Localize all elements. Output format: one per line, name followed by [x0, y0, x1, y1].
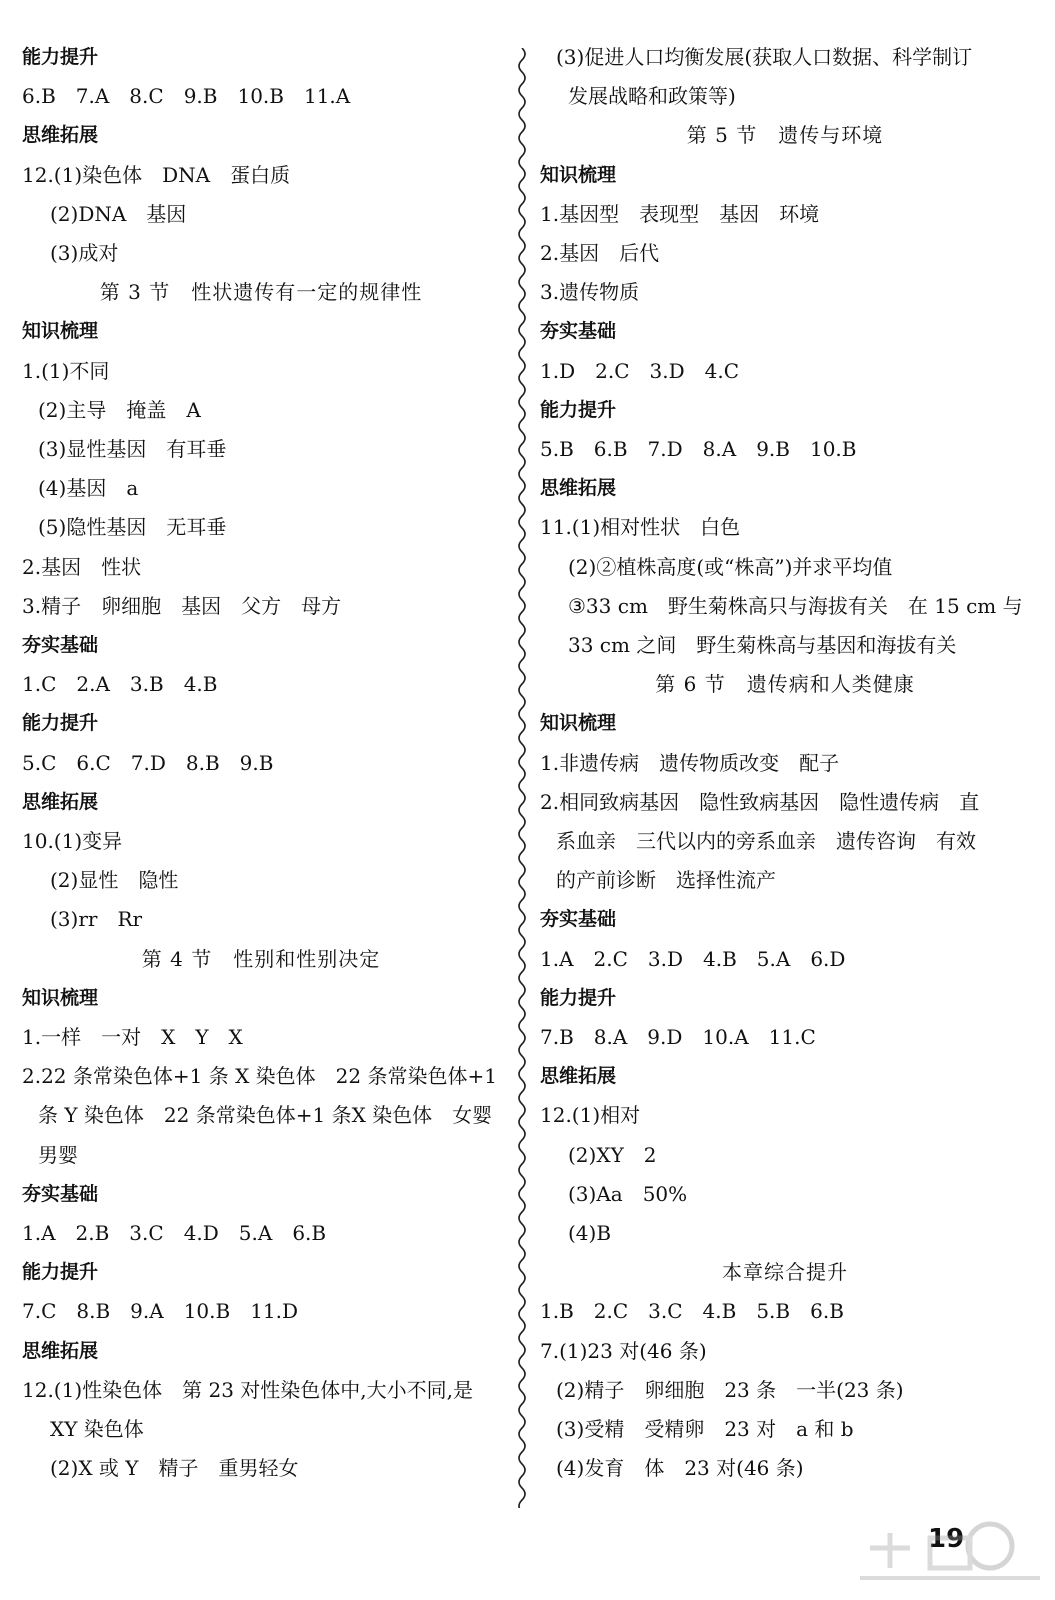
- answer-line: 系血亲 三代以内的旁系血亲 遗传咨询 有效: [556, 829, 976, 853]
- answer-line: 7.(1)23 对(46 条): [540, 1338, 707, 1363]
- answer-line: 1.基因型 表现型 基因 环境: [540, 201, 820, 226]
- answer-line: 6.B 7.A 8.C 9.B 10.B 11.A: [22, 84, 351, 109]
- chapter-section-title: 第 5 节 遗传与环境: [686, 123, 884, 148]
- answer-line: 1.非遗传病 遗传物质改变 配子: [540, 750, 840, 775]
- answer-line: (4)基因 a: [38, 476, 139, 501]
- answer-line: 12.(1)染色体 DNA 蛋白质: [22, 162, 291, 187]
- answer-line: 1.D 2.C 3.D 4.C: [540, 358, 740, 383]
- answer-line: 10.(1)变异: [22, 829, 123, 853]
- answer-line: (2)XY 2: [568, 1142, 657, 1167]
- answer-line: 2.基因 性状: [22, 554, 142, 579]
- answer-line: 12.(1)性染色体 第 23 对性染色体中,大小不同,是: [22, 1377, 474, 1402]
- watermark-logo-icon: [850, 1508, 1050, 1598]
- answer-line: 条 Y 染色体 22 条常染色体+1 条X 染色体 女婴: [38, 1103, 493, 1128]
- chapter-section-title: 第 3 节 性状遗传有一定的规律性: [99, 280, 423, 305]
- answer-line: (2)DNA 基因: [50, 201, 187, 226]
- answer-line: 7.C 8.B 9.A 10.B 11.D: [22, 1299, 299, 1324]
- answer-line: 1.一样 一对 X Y X: [22, 1025, 243, 1049]
- section-heading: 知识梳理: [540, 163, 617, 186]
- answer-line: (5)隐性基因 无耳垂: [38, 515, 227, 540]
- section-heading: 夯实基础: [540, 908, 617, 931]
- section-heading: 思维拓展: [22, 124, 99, 147]
- answer-line: ③33 cm 野生菊株高只与海拔有关 在 15 cm 与: [568, 593, 1023, 618]
- answer-line: (3)Aa 50%: [568, 1181, 688, 1206]
- answer-line: (2)X 或 Y 精子 重男轻女: [50, 1456, 299, 1481]
- answer-line: XY 染色体: [50, 1417, 144, 1441]
- answer-line: 1.C 2.A 3.B 4.B: [22, 672, 218, 697]
- answer-line: 发展战略和政策等): [568, 84, 736, 109]
- answer-line: 1.(1)不同: [22, 358, 110, 383]
- answer-line: 33 cm 之间 野生菊株高与基因和海拔有关: [568, 633, 957, 657]
- answer-line: 11.(1)相对性状 白色: [540, 515, 741, 540]
- section-heading: 能力提升: [22, 712, 99, 735]
- answer-line: 3.精子 卵细胞 基因 父方 母方: [22, 593, 342, 618]
- section-heading: 夯实基础: [22, 1182, 99, 1205]
- section-heading: 能力提升: [540, 986, 617, 1009]
- answer-line: (4)发育 体 23 对(46 条): [556, 1456, 804, 1481]
- answer-line: (3)促进人口均衡发展(获取人口数据、科学制订: [556, 45, 973, 69]
- answer-line: (2)②植株高度(或“株高”)并求平均值: [568, 554, 893, 579]
- section-heading: 夯实基础: [22, 634, 99, 656]
- page-number: 19: [928, 1524, 965, 1554]
- answer-line: (3)受精 受精卵 23 对 a 和 b: [556, 1417, 854, 1441]
- answer-line: 2.相同致病基因 隐性致病基因 隐性遗传病 直: [540, 789, 980, 814]
- answer-line: (2)精子 卵细胞 23 条 一半(23 条): [556, 1377, 904, 1402]
- section-heading: 能力提升: [22, 1261, 99, 1284]
- answer-line: (4)B: [568, 1221, 612, 1245]
- section-heading: 知识梳理: [540, 712, 617, 735]
- section-heading: 思维拓展: [22, 790, 99, 813]
- answer-line: 2.22 条常染色体+1 条 X 染色体 22 条常染色体+1: [22, 1064, 497, 1089]
- answer-line: 2.基因 后代: [540, 241, 660, 265]
- section-heading: 知识梳理: [22, 320, 99, 343]
- section-heading: 思维拓展: [22, 1339, 99, 1362]
- chapter-section-title: 第 6 节 遗传病和人类健康: [655, 672, 915, 697]
- section-heading: 知识梳理: [22, 986, 99, 1009]
- answer-line: 1.A 2.B 3.C 4.D 5.A 6.B: [22, 1221, 327, 1245]
- wavy-divider: [512, 48, 532, 1508]
- chapter-section-title: 第 4 节 性别和性别决定: [141, 946, 381, 971]
- section-heading: 能力提升: [540, 398, 617, 421]
- answer-line: 的产前诊断 选择性流产: [556, 868, 776, 893]
- answer-line: 12.(1)相对: [540, 1103, 641, 1128]
- answer-line: (3)成对: [50, 241, 119, 265]
- answer-line: 5.B 6.B 7.D 8.A 9.B 10.B: [540, 437, 857, 461]
- section-heading: 能力提升: [22, 46, 99, 68]
- section-heading: 夯实基础: [540, 320, 617, 343]
- answer-line: 1.B 2.C 3.C 4.B 5.B 6.B: [540, 1299, 844, 1324]
- answer-line: 7.B 8.A 9.D 10.A 11.C: [540, 1025, 816, 1049]
- answer-line: 5.C 6.C 7.D 8.B 9.B: [22, 750, 274, 775]
- answer-line: (3)显性基因 有耳垂: [38, 437, 227, 461]
- section-heading: 思维拓展: [540, 477, 617, 500]
- answer-line: 1.A 2.C 3.D 4.B 5.A 6.D: [540, 946, 846, 971]
- answer-line: (2)显性 隐性: [50, 868, 179, 893]
- answer-line: (2)主导 掩盖 A: [38, 397, 201, 422]
- answer-line: 男婴: [38, 1142, 78, 1167]
- answer-line: 3.遗传物质: [540, 280, 640, 305]
- section-heading: 思维拓展: [540, 1065, 617, 1088]
- answer-line: (3)rr Rr: [50, 907, 143, 932]
- chapter-section-title: 本章综合提升: [722, 1260, 848, 1285]
